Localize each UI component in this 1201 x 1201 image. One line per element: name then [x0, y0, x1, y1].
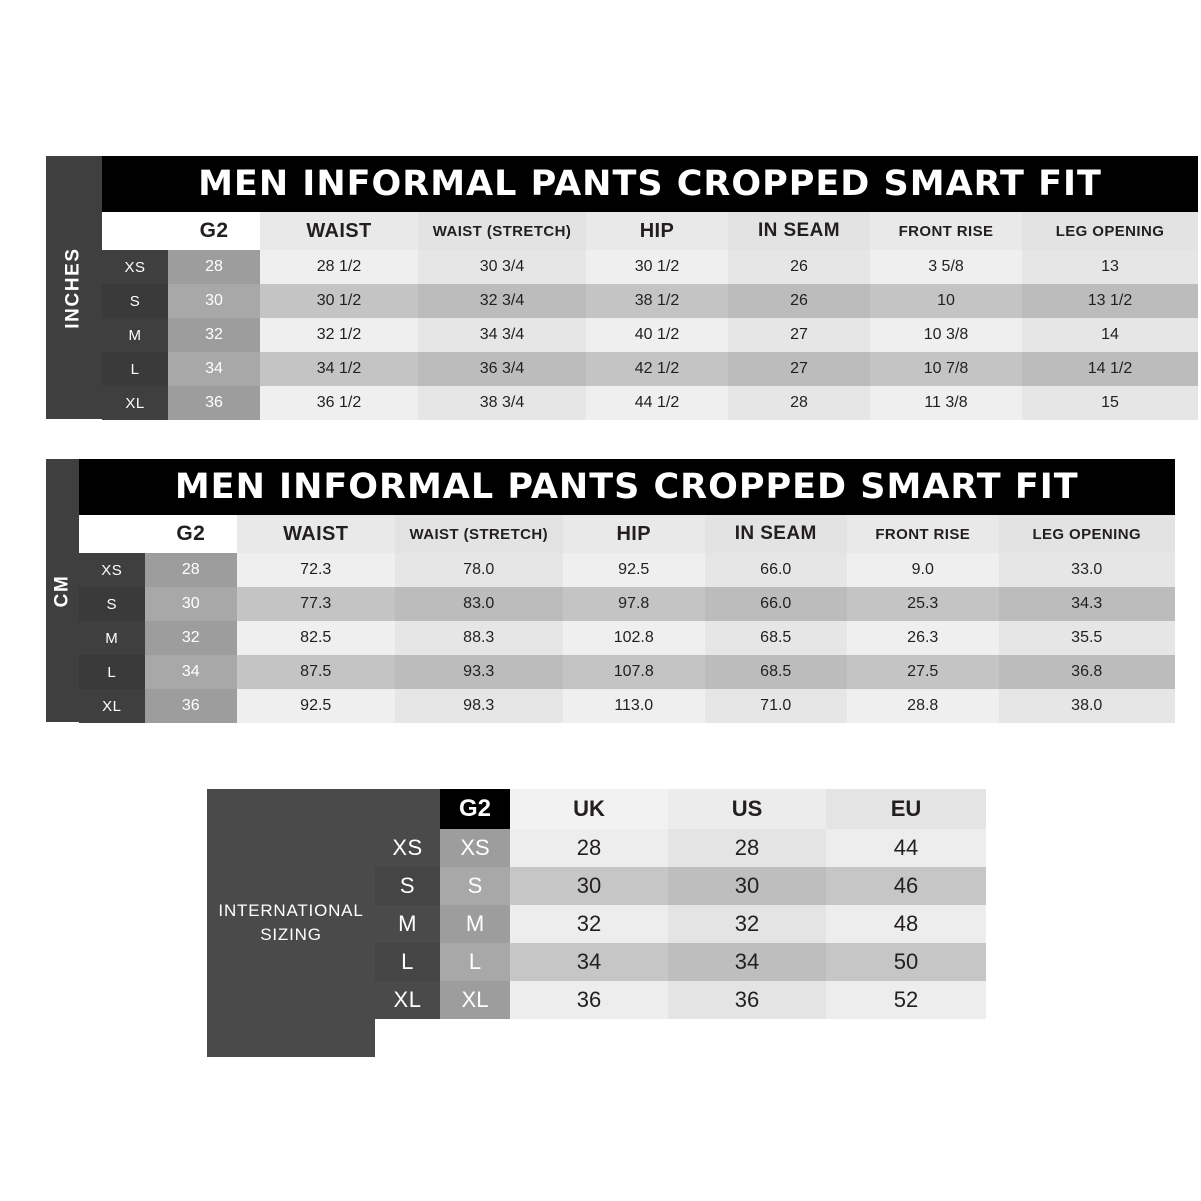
header-waist-stretch: WAIST (STRETCH): [418, 212, 586, 250]
intl-cell-eu: 52: [826, 981, 986, 1019]
row-size: M: [79, 621, 145, 655]
cell-hip: 42 1/2: [586, 352, 728, 386]
intl-cell-us: 30: [668, 867, 826, 905]
row-g2: 28: [168, 250, 260, 284]
cell-in-seam: 68.5: [705, 621, 847, 655]
row-size: XL: [79, 689, 145, 723]
row-g2: 34: [168, 352, 260, 386]
intl-header-g2: G2: [440, 789, 510, 829]
intl-header-uk: UK: [510, 789, 668, 829]
cell-hip: 102.8: [563, 621, 705, 655]
cell-in-seam: 27: [728, 318, 870, 352]
header-waist-stretch: WAIST (STRETCH): [395, 515, 563, 553]
row-g2: 30: [145, 587, 237, 621]
cell-waist-stretch: 98.3: [395, 689, 563, 723]
intl-row-size: M: [375, 905, 440, 943]
cell-waist-stretch: 78.0: [395, 553, 563, 587]
unit-label-cm: [46, 459, 79, 722]
size-table-inches: [46, 156, 1165, 420]
cell-in-seam: 26: [728, 250, 870, 284]
intl-header-us: US: [668, 789, 826, 829]
cell-in-seam: 26: [728, 284, 870, 318]
intl-header-eu: EU: [826, 789, 986, 829]
intl-cell-eu: 48: [826, 905, 986, 943]
header-hip: HIP: [586, 212, 728, 250]
intl-header-size: [375, 789, 440, 829]
cell-front-rise: 28.8: [847, 689, 999, 723]
cell-waist: 72.3: [237, 553, 395, 587]
intl-header-row: [375, 789, 986, 829]
cell-waist: 36 1/2: [260, 386, 418, 420]
cell-leg-opening: 34.3: [999, 587, 1175, 621]
cell-front-rise: 3 5/8: [870, 250, 1022, 284]
cell-leg-opening: 33.0: [999, 553, 1175, 587]
table-row: [79, 587, 1175, 621]
cell-waist-stretch: 30 3/4: [418, 250, 586, 284]
cell-leg-opening: 15: [1022, 386, 1198, 420]
intl-row-size: XL: [375, 981, 440, 1019]
intl-cell-uk: 32: [510, 905, 668, 943]
cell-hip: 92.5: [563, 553, 705, 587]
cell-leg-opening: 36.8: [999, 655, 1175, 689]
cell-leg-opening: 13 1/2: [1022, 284, 1198, 318]
row-g2: 36: [168, 386, 260, 420]
cell-in-seam: 27: [728, 352, 870, 386]
row-g2: 34: [145, 655, 237, 689]
intl-cell-uk: 34: [510, 943, 668, 981]
row-g2: 28: [145, 553, 237, 587]
cell-in-seam: 68.5: [705, 655, 847, 689]
cell-leg-opening: 13: [1022, 250, 1198, 284]
unit-text: INCHES: [63, 246, 85, 329]
unit-label-inches: [46, 156, 102, 419]
cell-leg-opening: 14 1/2: [1022, 352, 1198, 386]
intl-table-row: [375, 943, 986, 981]
cell-waist: 92.5: [237, 689, 395, 723]
table-row: [102, 352, 1198, 386]
row-size: M: [102, 318, 168, 352]
intl-cell-us: 28: [668, 829, 826, 867]
intl-row-size: S: [375, 867, 440, 905]
row-size: XS: [102, 250, 168, 284]
header-in-seam: IN SEAM: [728, 212, 870, 250]
international-sizing-label: [207, 789, 375, 1057]
cell-waist-stretch: 36 3/4: [418, 352, 586, 386]
cell-waist-stretch: 32 3/4: [418, 284, 586, 318]
cell-hip: 38 1/2: [586, 284, 728, 318]
table-row: [79, 689, 1175, 723]
cell-front-rise: 25.3: [847, 587, 999, 621]
table-header-row: [102, 212, 1198, 250]
intl-cell-g2: M: [440, 905, 510, 943]
cell-waist: 32 1/2: [260, 318, 418, 352]
cell-front-rise: 10 3/8: [870, 318, 1022, 352]
cell-waist: 28 1/2: [260, 250, 418, 284]
size-table-cm: [46, 459, 1142, 723]
cell-waist: 82.5: [237, 621, 395, 655]
cell-in-seam: 71.0: [705, 689, 847, 723]
international-sizing-table: [207, 789, 986, 1057]
cell-leg-opening: 38.0: [999, 689, 1175, 723]
intl-table-row: [375, 829, 986, 867]
intl-cell-uk: 30: [510, 867, 668, 905]
cell-hip: 113.0: [563, 689, 705, 723]
header-size: [102, 212, 168, 250]
cell-hip: 97.8: [563, 587, 705, 621]
row-g2: 30: [168, 284, 260, 318]
unit-text: CM: [51, 574, 73, 607]
row-size: XL: [102, 386, 168, 420]
cell-front-rise: 10 7/8: [870, 352, 1022, 386]
cell-waist-stretch: 38 3/4: [418, 386, 586, 420]
row-size: XS: [79, 553, 145, 587]
header-waist: WAIST: [260, 212, 418, 250]
intl-cell-us: 34: [668, 943, 826, 981]
cell-leg-opening: 14: [1022, 318, 1198, 352]
cell-waist: 77.3: [237, 587, 395, 621]
cell-hip: 30 1/2: [586, 250, 728, 284]
intl-cell-uk: 36: [510, 981, 668, 1019]
row-g2: 36: [145, 689, 237, 723]
cell-waist-stretch: 88.3: [395, 621, 563, 655]
intl-cell-g2: XL: [440, 981, 510, 1019]
header-in-seam: IN SEAM: [705, 515, 847, 553]
cell-hip: 44 1/2: [586, 386, 728, 420]
row-size: L: [102, 352, 168, 386]
cell-in-seam: 66.0: [705, 553, 847, 587]
intl-cell-g2: S: [440, 867, 510, 905]
cell-front-rise: 10: [870, 284, 1022, 318]
intl-cell-us: 32: [668, 905, 826, 943]
header-front-rise: FRONT RISE: [870, 212, 1022, 250]
intl-row-size: L: [375, 943, 440, 981]
row-size: S: [102, 284, 168, 318]
cell-hip: 40 1/2: [586, 318, 728, 352]
header-g2: G2: [168, 212, 260, 250]
header-leg-opening: LEG OPENING: [1022, 212, 1198, 250]
header-waist: WAIST: [237, 515, 395, 553]
header-hip: HIP: [563, 515, 705, 553]
cell-leg-opening: 35.5: [999, 621, 1175, 655]
intl-cell-eu: 50: [826, 943, 986, 981]
intl-table-row: [375, 867, 986, 905]
cell-waist-stretch: 34 3/4: [418, 318, 586, 352]
cell-in-seam: 28: [728, 386, 870, 420]
intl-cell-eu: 44: [826, 829, 986, 867]
intl-cell-g2: XS: [440, 829, 510, 867]
table-title-cm: MEN INFORMAL PANTS CROPPED SMART FIT: [79, 459, 1175, 515]
cell-front-rise: 27.5: [847, 655, 999, 689]
intl-cell-us: 36: [668, 981, 826, 1019]
international-sizing-text: INTERNATIONAL SIZING: [218, 901, 364, 944]
table-row: [102, 284, 1198, 318]
header-g2: G2: [145, 515, 237, 553]
table-row: [79, 655, 1175, 689]
row-g2: 32: [145, 621, 237, 655]
row-g2: 32: [168, 318, 260, 352]
cell-waist: 87.5: [237, 655, 395, 689]
intl-row-size: XS: [375, 829, 440, 867]
header-leg-opening: LEG OPENING: [999, 515, 1175, 553]
header-front-rise: FRONT RISE: [847, 515, 999, 553]
intl-cell-eu: 46: [826, 867, 986, 905]
cell-front-rise: 26.3: [847, 621, 999, 655]
intl-table-row: [375, 905, 986, 943]
row-size: L: [79, 655, 145, 689]
cell-waist-stretch: 93.3: [395, 655, 563, 689]
table-row: [79, 553, 1175, 587]
table-header-row: [79, 515, 1175, 553]
cell-waist: 30 1/2: [260, 284, 418, 318]
cell-hip: 107.8: [563, 655, 705, 689]
table-row: [102, 318, 1198, 352]
intl-cell-uk: 28: [510, 829, 668, 867]
header-size: [79, 515, 145, 553]
table-row: [102, 386, 1198, 420]
cell-front-rise: 11 3/8: [870, 386, 1022, 420]
cell-front-rise: 9.0: [847, 553, 999, 587]
cell-waist: 34 1/2: [260, 352, 418, 386]
table-row: [102, 250, 1198, 284]
cell-waist-stretch: 83.0: [395, 587, 563, 621]
table-row: [79, 621, 1175, 655]
intl-table-row: [375, 981, 986, 1019]
cell-in-seam: 66.0: [705, 587, 847, 621]
intl-cell-g2: L: [440, 943, 510, 981]
table-title-inches: MEN INFORMAL PANTS CROPPED SMART FIT: [102, 156, 1198, 212]
row-size: S: [79, 587, 145, 621]
